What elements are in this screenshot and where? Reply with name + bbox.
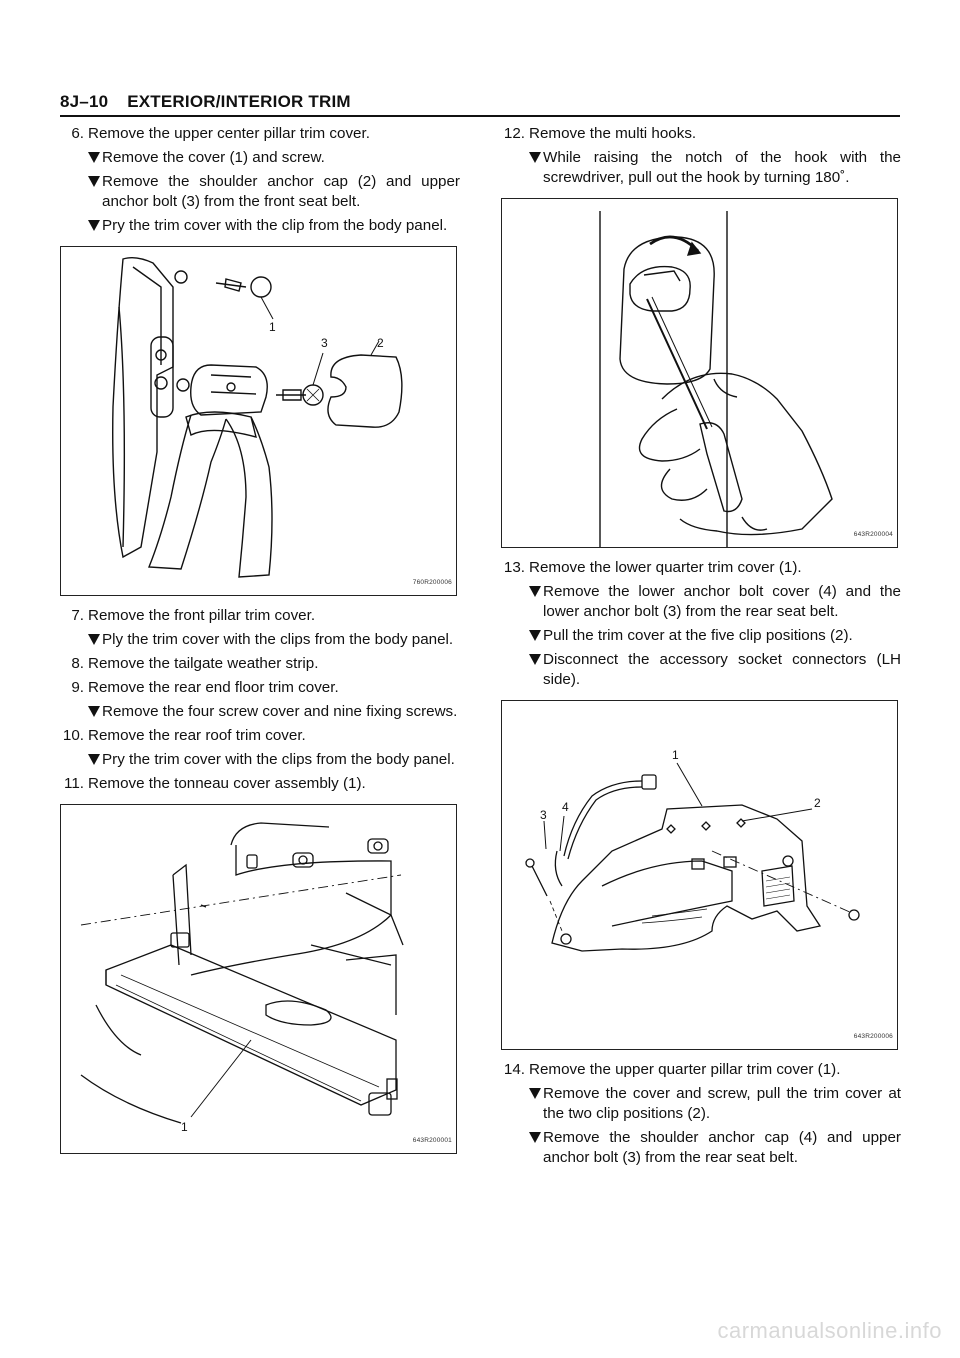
step-14-sub-2: Remove the shoulder anchor cap (4) and upper anchor bolt (3) from the rear seat belt. — [501, 1128, 901, 1168]
figure-lower-quarter-trim — [501, 700, 898, 1050]
callout-1: 1 — [181, 1120, 188, 1134]
callout-3: 3 — [321, 336, 328, 350]
step-7-sub-1: Ply the trim cover with the clips from the body panel. — [60, 630, 460, 650]
step-13-sub-2: Pull the trim cover at the five clip positions (2). — [501, 626, 901, 646]
step-11: 11. Remove the tonneau cover assembly (1). — [64, 775, 366, 792]
bullet-triangle-icon — [88, 634, 100, 645]
bullet-triangle-icon — [529, 1132, 541, 1143]
callout-2: 2 — [814, 796, 821, 810]
step-9-sub-1: Remove the four screw cover and nine fixing screws. — [60, 702, 460, 722]
callout-4: 4 — [562, 800, 569, 814]
bullet-triangle-icon — [529, 586, 541, 597]
step-14-sub-1: Remove the cover and screw, pull the trim cover at the two clip positions (2). — [501, 1084, 901, 1124]
step-12: 12. Remove the multi hooks. — [503, 125, 697, 142]
figure-multi-hook — [501, 198, 898, 548]
step-14: 14. Remove the upper quarter pillar trim cover (1). — [503, 1061, 841, 1078]
figure-code: 643R200001 — [412, 1137, 452, 1144]
left-column — [60, 124, 460, 1164]
header-rule — [60, 115, 900, 117]
step-13: 13. Remove the lower quarter trim cover (1). — [503, 559, 802, 576]
center-pillar-illustration — [61, 247, 456, 595]
step-8: 8. Remove the tailgate weather strip. — [71, 655, 319, 672]
lower-quarter-trim-illustration — [502, 701, 897, 1049]
page-header — [60, 92, 900, 112]
figure-tonneau-cover — [60, 804, 457, 1154]
bullet-triangle-icon — [88, 754, 100, 765]
watermark: carmanualsonline.info — [717, 1318, 942, 1343]
step-6-sub-1: Remove the cover (1) and screw. — [60, 148, 460, 168]
callout-2: 2 — [377, 336, 384, 350]
bullet-triangle-icon — [88, 220, 100, 231]
callout-1: 1 — [269, 320, 276, 334]
tonneau-cover-illustration — [61, 805, 456, 1153]
figure-code: 643R200004 — [853, 531, 893, 538]
figure-center-pillar-trim — [60, 246, 457, 596]
bullet-triangle-icon — [529, 654, 541, 665]
step-6-sub-3: Pry the trim cover with the clip from the body panel. — [60, 216, 460, 236]
step-9: 9. Remove the rear end floor trim cover. — [71, 679, 339, 696]
figure-code: 643R200006 — [853, 1033, 893, 1040]
step-6: 6. Remove the upper center pillar trim cover. — [71, 125, 370, 142]
callout-3: 3 — [540, 808, 547, 822]
step-13-sub-3: Disconnect the accessory socket connectors (LH side). — [501, 650, 901, 690]
step-10: 10. Remove the rear roof trim cover. — [62, 727, 306, 744]
multi-hook-illustration — [502, 199, 897, 547]
section-code: 8J–10 — [60, 92, 109, 111]
figure-code: 760R200006 — [412, 579, 452, 586]
bullet-triangle-icon — [88, 152, 100, 163]
step-13-sub-1: Remove the lower anchor bolt cover (4) and the lower anchor bolt (3) from the rear seat belt. — [501, 582, 901, 622]
step-12-sub-1: While raising the notch of the hook with the screwdriver, pull out the hook by turning 180˚. — [501, 148, 901, 188]
callout-1: 1 — [672, 748, 679, 762]
step-6-sub-2: Remove the shoulder anchor cap (2) and upper anchor bolt (3) from the front seat belt. — [60, 172, 460, 212]
step-7: 7. Remove the front pillar trim cover. — [71, 607, 316, 624]
step-10-sub-1: Pry the trim cover with the clips from the body panel. — [60, 750, 460, 770]
bullet-triangle-icon — [529, 152, 541, 163]
section-title: EXTERIOR/INTERIOR TRIM — [127, 92, 351, 111]
right-column — [501, 124, 901, 1172]
bullet-triangle-icon — [529, 1088, 541, 1099]
bullet-triangle-icon — [529, 630, 541, 641]
bullet-triangle-icon — [88, 176, 100, 187]
bullet-triangle-icon — [88, 706, 100, 717]
